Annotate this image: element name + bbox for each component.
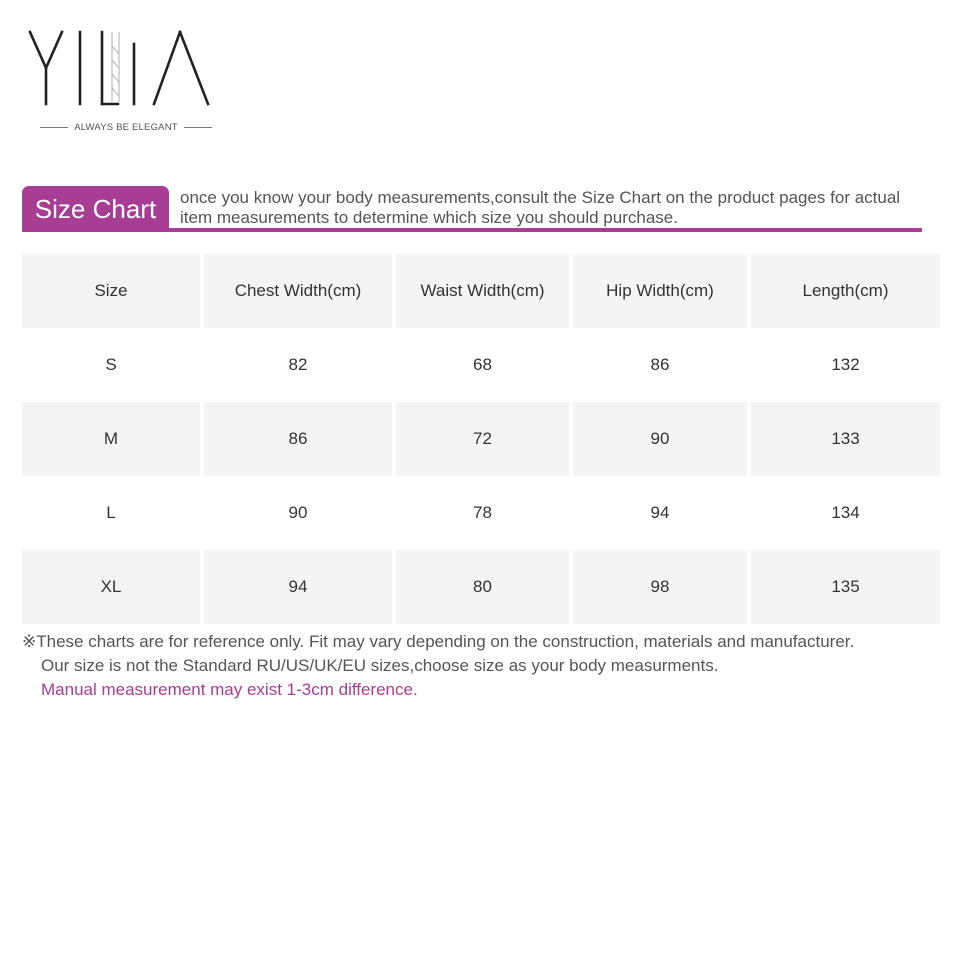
table-cell: 90 [573, 402, 747, 476]
table-cell: 133 [751, 402, 940, 476]
tagline-text: ALWAYS BE ELEGANT [74, 122, 178, 133]
table-cell: M [22, 402, 200, 476]
header-cell-waist: Waist Width(cm) [396, 254, 569, 328]
tagline-left-rule [40, 127, 68, 128]
table-cell: 80 [396, 550, 569, 624]
reference-notes [22, 630, 932, 702]
table-cell: 86 [650, 355, 670, 374]
table-cell: XL [22, 550, 200, 624]
yilia-logo-icon [24, 26, 224, 116]
table-cell: 78 [473, 503, 492, 522]
table-cell: 132 [831, 355, 860, 374]
table-cell: 135 [751, 550, 940, 624]
size-table [18, 254, 944, 624]
table-cell: 98 [573, 550, 747, 624]
header-cell-chest: Chest Width(cm) [204, 254, 392, 328]
table-cell: S [105, 355, 117, 374]
table-row [22, 328, 940, 402]
table-cell: 86 [204, 402, 392, 476]
table-cell: 82 [288, 355, 308, 374]
table-row [22, 550, 940, 624]
header-cell-hip: Hip Width(cm) [573, 254, 747, 328]
table-cell: 90 [288, 503, 308, 522]
size-chart-badge: Size Chart [22, 186, 169, 232]
header-cell-size: Size [22, 254, 200, 328]
table-cell: 134 [831, 503, 860, 522]
note-line-reference: ※These charts are for reference only. Fit may vary depending on the construction, materials and manufacturer. [22, 632, 855, 651]
table-cell: 72 [396, 402, 569, 476]
note-line-measurement-difference: Manual measurement may exist 1-3cm difference. [41, 680, 418, 699]
tagline-right-rule [184, 127, 212, 128]
size-chart-header [22, 186, 922, 234]
table-row [22, 402, 940, 476]
table-header-row [22, 254, 940, 328]
table-cell: 94 [650, 503, 670, 522]
table-cell: L [106, 503, 116, 522]
table-cell: 68 [473, 355, 492, 374]
brand-tagline [40, 122, 212, 133]
note-line-standard-sizes: Our size is not the Standard RU/US/UK/EU sizes,choose size as your body measurments. [41, 656, 719, 675]
table-cell: 94 [204, 550, 392, 624]
table-row [22, 476, 940, 550]
header-description: once you know your body measurements,consult the Size Chart on the product pages for actual item measurements to determine which size you should purchase. [180, 188, 901, 227]
header-cell-length: Length(cm) [751, 254, 940, 328]
